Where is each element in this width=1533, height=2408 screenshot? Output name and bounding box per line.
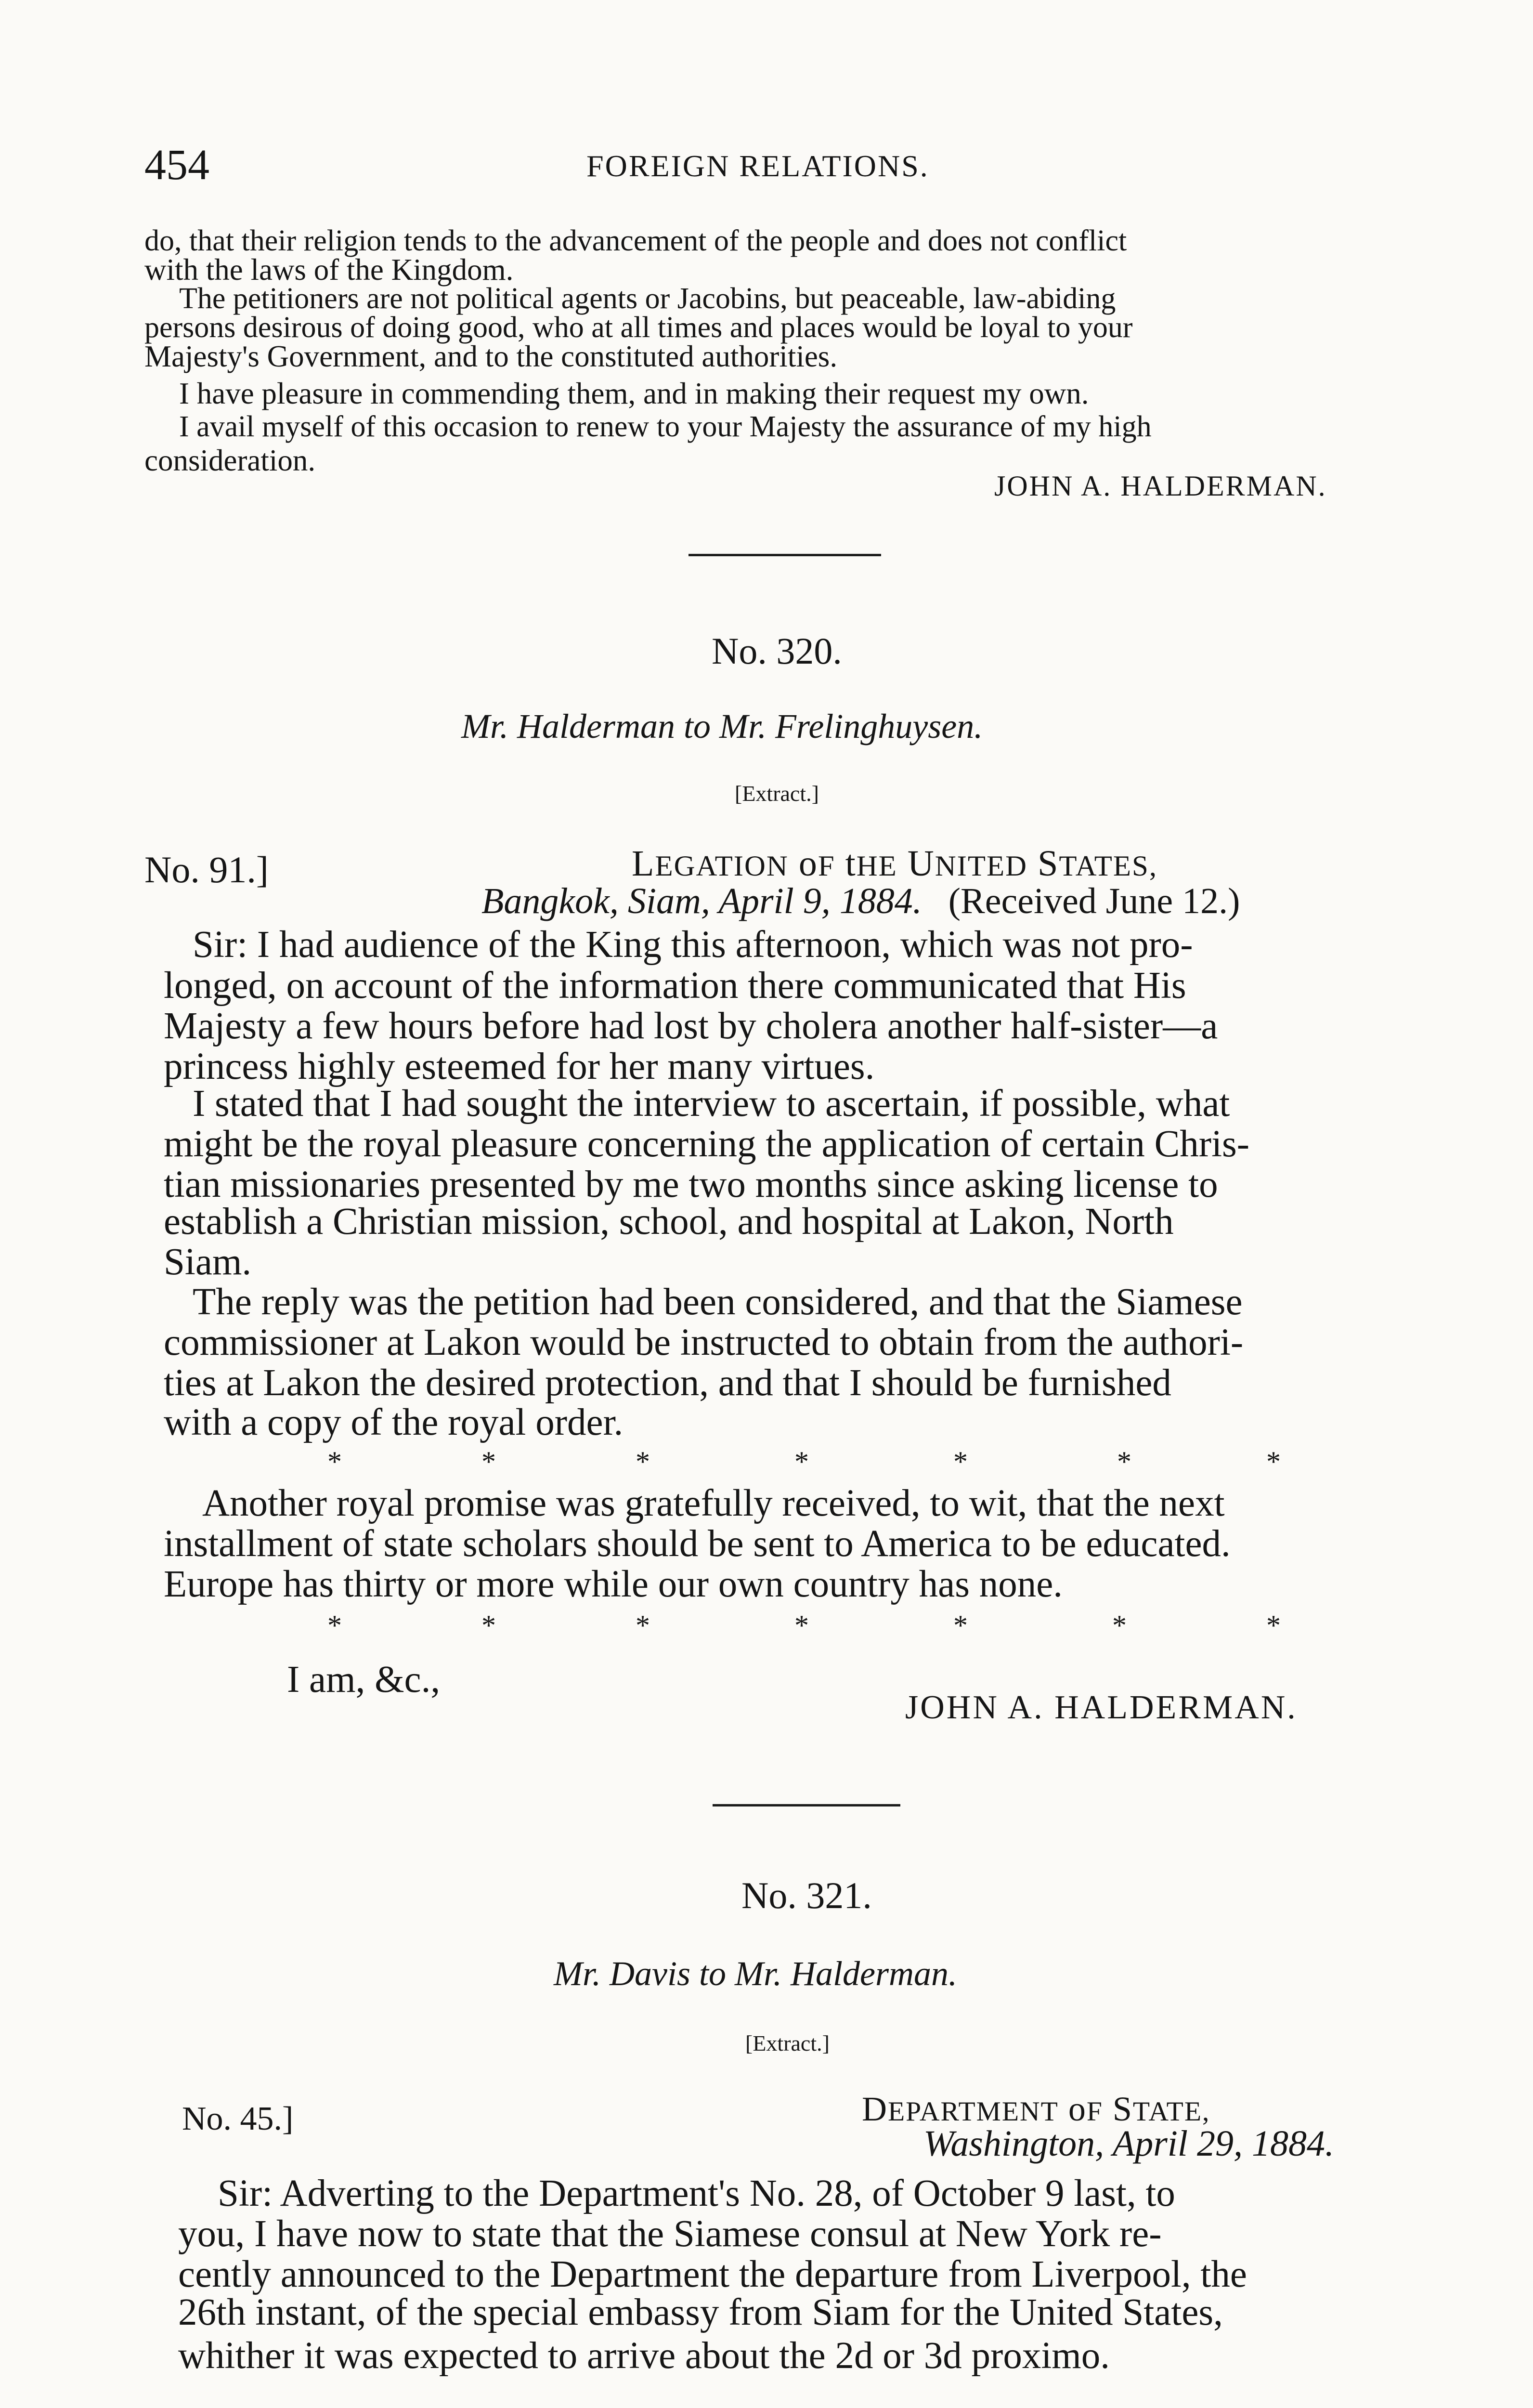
- signature: JOHN A. HALDERMAN.: [994, 470, 1327, 502]
- dispatch-ref: No. 45.]: [182, 2100, 294, 2137]
- text-line: cently announced to the Department the departure from Liverpool, the: [178, 2253, 1247, 2295]
- text-line: establish a Christian mission, school, and hospital at Lakon, North: [164, 1201, 1174, 1243]
- text-line: might be the royal pleasure concerning the application of certain Chris-: [164, 1123, 1250, 1165]
- text-line: tian missionaries presented by me two months since asking license to: [164, 1164, 1218, 1205]
- document-number: No. 320.: [712, 630, 842, 672]
- asterisk: *: [481, 1610, 496, 1641]
- text-line: with a copy of the royal order.: [164, 1401, 624, 1443]
- asterisk: *: [794, 1446, 809, 1478]
- section-divider: [713, 1804, 900, 1806]
- text-line: with the laws of the Kingdom.: [144, 253, 514, 287]
- asterisk: *: [1266, 1446, 1281, 1478]
- text-line: princess highly esteemed for her many virtues.: [164, 1046, 875, 1087]
- extract-label: [Extract.]: [735, 781, 819, 806]
- legation-heading: [632, 844, 1157, 886]
- received-date: (Received June 12.): [948, 881, 1240, 921]
- text-line: The reply was the petition had been considered, and that the Siamese: [193, 1281, 1243, 1323]
- text-line: Sir: I had audience of the King this afternoon, which was not pro-: [193, 924, 1193, 966]
- text-line: Siam.: [164, 1241, 252, 1283]
- text-line: ties at Lakon the desired protection, and that I should be furnished: [164, 1362, 1171, 1404]
- department-heading-text: DEPARTMENT oF STATE,: [862, 2090, 1210, 2128]
- text-line: I stated that I had sought the interview to ascertain, if possible, what: [193, 1083, 1230, 1125]
- asterisk: *: [636, 1610, 650, 1641]
- text-line: Majesty a few hours before had lost by cholera another half-sister—a: [164, 1005, 1218, 1047]
- text-line: installment of state scholars should be sent to America to be educated.: [164, 1523, 1231, 1565]
- text-line: 26th instant, of the special embassy from Siam for the United States,: [178, 2291, 1223, 2333]
- legation-heading-text: LEGATION oF tHE UNITED STATES,: [632, 843, 1158, 884]
- extract-label: [Extract.]: [745, 2031, 830, 2055]
- text-line: Majesty's Government, and to the constituted authorities.: [144, 340, 838, 373]
- text-line: consideration.: [144, 444, 316, 477]
- text-line: you, I have now to state that the Siamese consul at New York re-: [178, 2213, 1162, 2255]
- page-number: 454: [144, 141, 209, 189]
- section-divider: [689, 554, 881, 556]
- document-number: No. 321.: [741, 1874, 872, 1916]
- text-line: Sir: Adverting to the Department's No. 28, of October 9 last, to: [218, 2172, 1175, 2214]
- asterisk: *: [953, 1446, 968, 1478]
- asterisk: *: [1112, 1610, 1127, 1641]
- text-line: I have pleasure in commending them, and in making their request my own.: [179, 377, 1089, 410]
- signature: JOHN A. HALDERMAN.: [905, 1689, 1298, 1726]
- asterisk: *: [1266, 1610, 1281, 1641]
- text-line: whither it was expected to arrive about the 2d or 3d proximo.: [178, 2335, 1110, 2377]
- text-line: Another royal promise was gratefully received, to wit, that the next: [202, 1482, 1225, 1524]
- place-date: Bangkok, Siam, April 9, 1884.: [481, 881, 922, 921]
- asterisk: *: [481, 1446, 496, 1478]
- text-line: longed, on account of the information there communicated that His: [164, 965, 1186, 1007]
- asterisk: *: [327, 1446, 342, 1478]
- text-line: Europe has thirty or more while our own country has none.: [164, 1563, 1063, 1605]
- text-line: commissioner at Lakon would be instructed to obtain from the authori-: [164, 1322, 1244, 1363]
- asterisk: *: [327, 1610, 342, 1641]
- asterisk: *: [1117, 1446, 1131, 1478]
- asterisk: *: [636, 1446, 650, 1478]
- dateline: [481, 881, 1240, 921]
- asterisk: *: [794, 1610, 809, 1641]
- text-line: do, that their religion tends to the advancement of the people and does not conflict: [144, 224, 1127, 257]
- running-title: FOREIGN RELATIONS.: [586, 149, 929, 183]
- place-date: Washington, April 29, 1884.: [923, 2123, 1334, 2164]
- dispatch-ref: No. 91.]: [144, 849, 269, 890]
- closing: I am, &c.,: [287, 1659, 441, 1701]
- document-title: Mr. Davis to Mr. Halderman.: [554, 1954, 957, 1993]
- document-title: Mr. Halderman to Mr. Frelinghuysen.: [461, 707, 983, 746]
- asterisk: *: [953, 1610, 968, 1641]
- text-line: persons desirous of doing good, who at all times and places would be loyal to your: [144, 311, 1133, 344]
- text-line: I avail myself of this occasion to renew to your Majesty the assurance of my high: [179, 410, 1152, 443]
- text-line: The petitioners are not political agents or Jacobins, but peaceable, law-abiding: [179, 282, 1116, 315]
